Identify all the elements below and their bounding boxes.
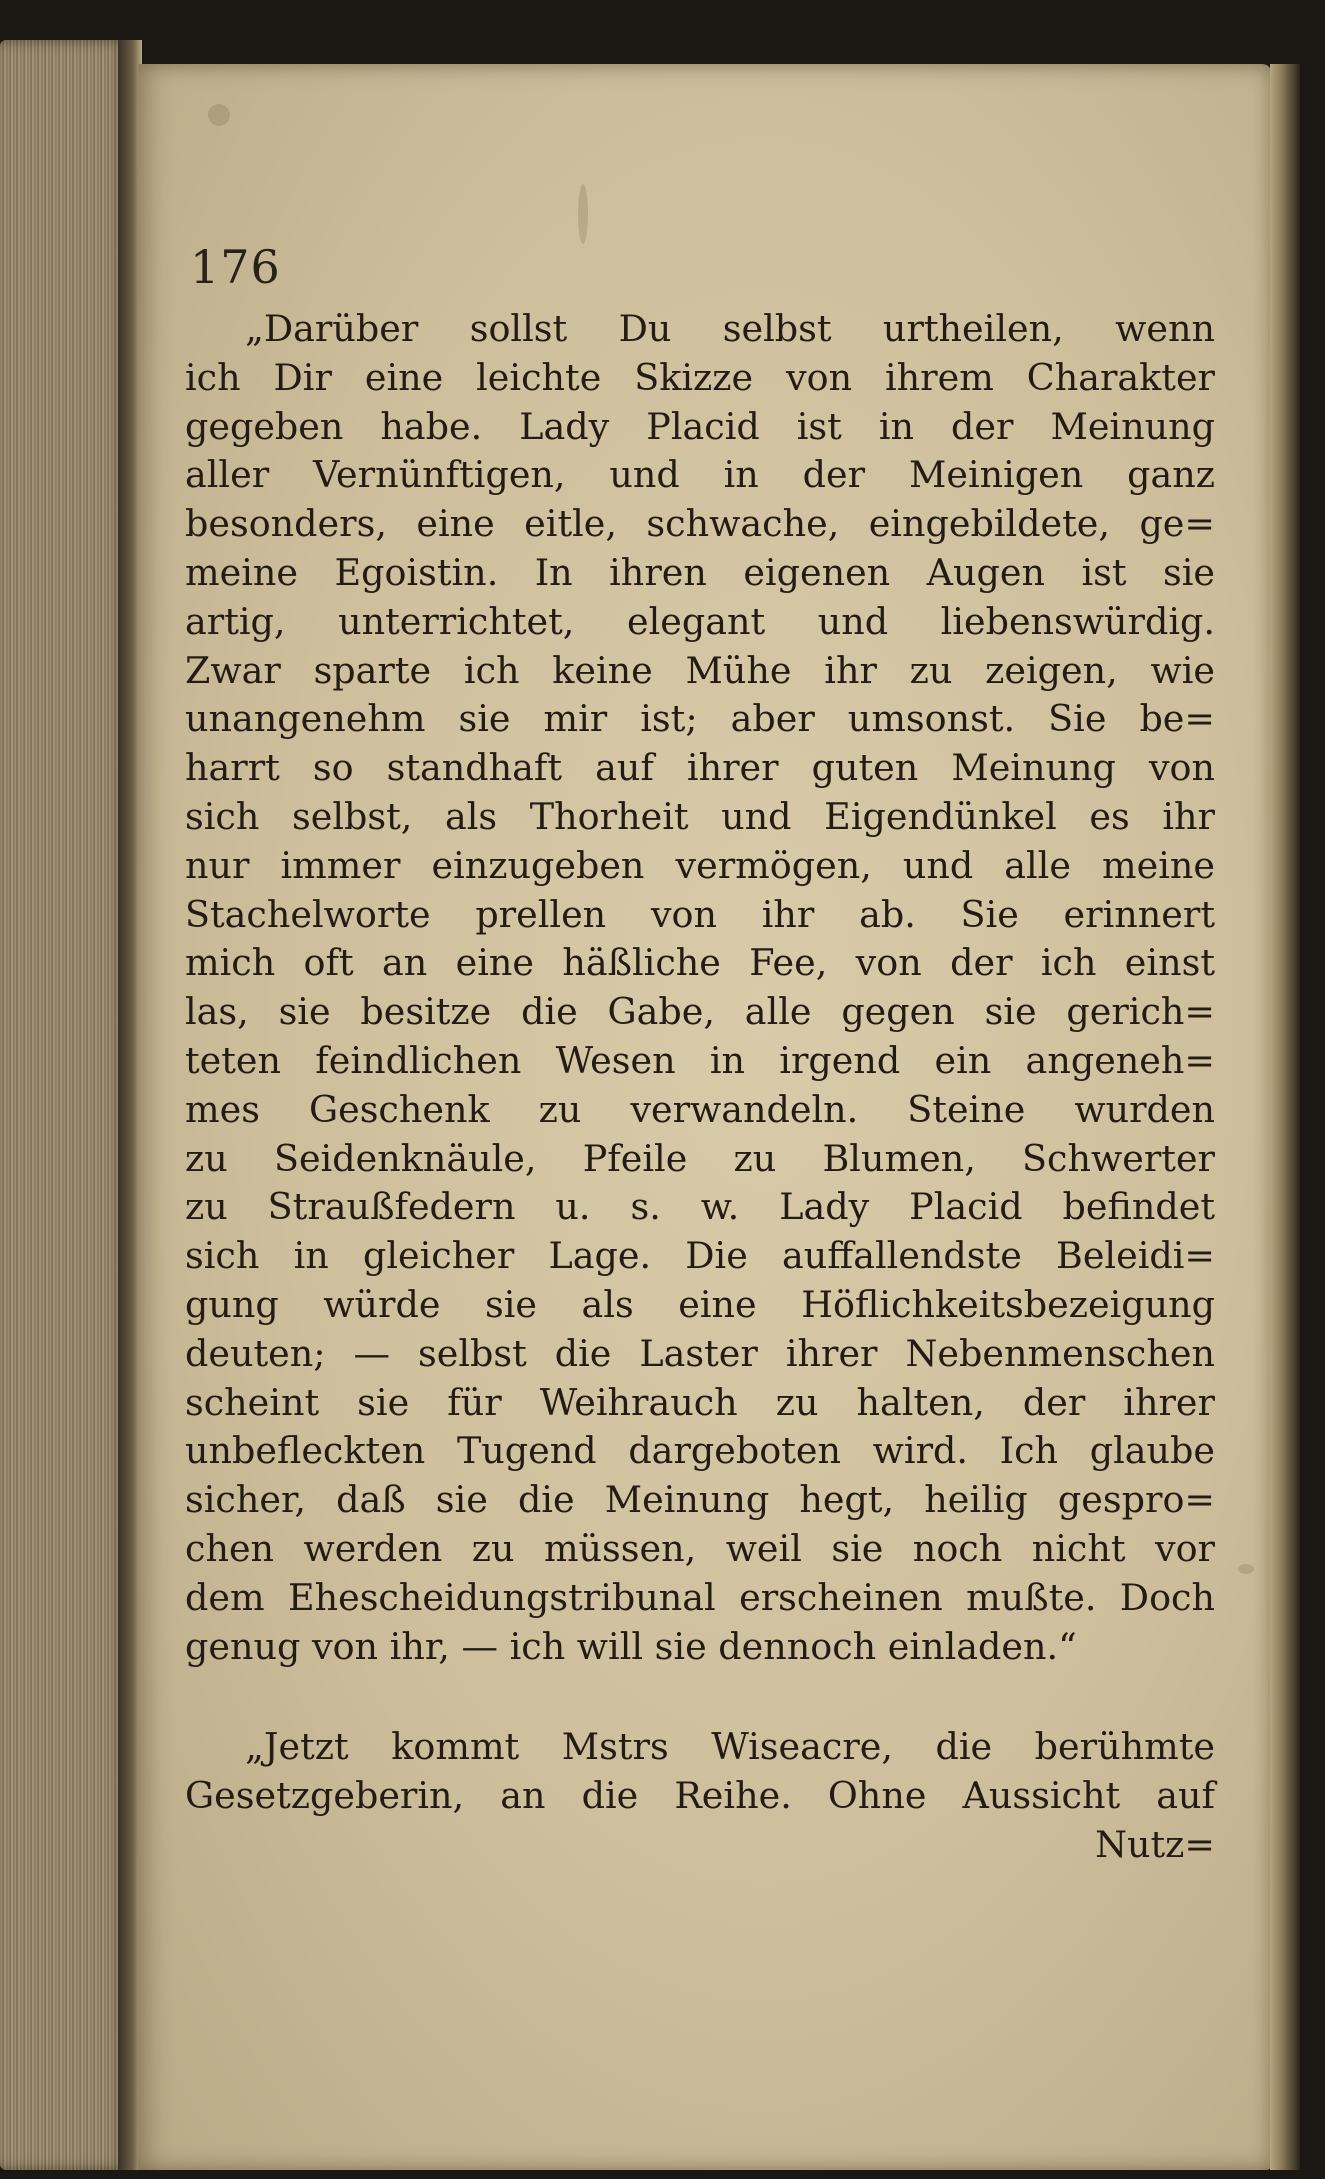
page-stain xyxy=(1238,1564,1254,1574)
text-line: harrt so standhaft auf ihrer guten Meinung von xyxy=(185,746,1215,790)
text-line: besonders, eine eitle, schwache, eingebildete, ge= xyxy=(185,502,1215,546)
body-text xyxy=(185,305,1215,1870)
text-line: mich oft an eine häßliche Fee, von der ich einst xyxy=(185,941,1215,985)
paragraph xyxy=(185,1723,1215,1821)
page-stain xyxy=(578,184,588,244)
text-line: genug von ihr, — ich will sie dennoch einladen.“ xyxy=(185,1624,1077,1668)
text-line: zu Seidenknäule, Pfeile zu Blumen, Schwerter xyxy=(185,1136,1215,1180)
text-line: chen werden zu müssen, weil sie noch nicht vor xyxy=(185,1526,1215,1570)
page-edges xyxy=(0,40,130,2170)
text-line: Gesetzgeberin, an die Reihe. Ohne Aussicht auf xyxy=(185,1774,1215,1818)
text-line: las, sie besitze die Gabe, alle gegen sie gerich= xyxy=(185,990,1215,1034)
text-line: ich Dir eine leichte Skizze von ihrem Charakter xyxy=(185,355,1215,399)
text-line: sicher, daß sie die Meinung hegt, heilig gespro= xyxy=(185,1478,1215,1522)
text-line: mes Geschenk zu verwandeln. Steine wurden xyxy=(185,1087,1215,1131)
paragraph-gap xyxy=(185,1671,1215,1723)
text-line: scheint sie für Weihrauch zu halten, der ihrer xyxy=(185,1380,1215,1424)
text-line: unbefleckten Tugend dargeboten wird. Ich glaube xyxy=(185,1429,1215,1473)
catchword: Nutz= xyxy=(1095,1822,1215,1866)
page-right-edge xyxy=(1270,64,1300,2170)
text-line: zu Straußfedern u. s. w. Lady Placid befindet xyxy=(185,1185,1215,1229)
text-line: gung würde sie als eine Höflichkeitsbezeigung xyxy=(185,1282,1215,1326)
text-line: sich selbst, als Thorheit und Eigendünkel es ihr xyxy=(185,794,1215,838)
text-line: teten feindlichen Wesen in irgend ein angeneh= xyxy=(185,1038,1215,1082)
text-line: „Darüber sollst Du selbst urtheilen, wenn xyxy=(245,307,1215,350)
text-line: deuten; — selbst die Laster ihrer Nebenmenschen xyxy=(185,1331,1215,1375)
text-line: Stachelworte prellen von ihr ab. Sie erinnert xyxy=(185,892,1215,936)
text-line: dem Ehescheidungstribunal erscheinen mußte. Doch xyxy=(185,1575,1215,1619)
text-line: artig, unterrichtet, elegant und liebenswürdig. xyxy=(185,599,1215,643)
page-number: 176 xyxy=(190,240,281,294)
text-line: unangenehm sie mir ist; aber umsonst. Sie be= xyxy=(185,697,1215,741)
text-line: „Jetzt kommt Mstrs Wiseacre, die berühmte xyxy=(245,1725,1215,1769)
text-line: nur immer einzugeben vermögen, und alle meine xyxy=(185,843,1215,887)
text-line: aller Vernünftigen, und in der Meinigen ganz xyxy=(185,453,1215,497)
page-stain xyxy=(208,104,230,126)
text-line: gegeben habe. Lady Placid ist in der Meinung xyxy=(185,404,1215,448)
text-line: Zwar sparte ich keine Mühe ihr zu zeigen, wie xyxy=(185,648,1215,692)
paragraph xyxy=(185,305,1215,1671)
text-line: sich in gleicher Lage. Die auffallendste Beleidi= xyxy=(185,1234,1215,1278)
text-line: meine Egoistin. In ihren eigenen Augen ist sie xyxy=(185,550,1215,594)
